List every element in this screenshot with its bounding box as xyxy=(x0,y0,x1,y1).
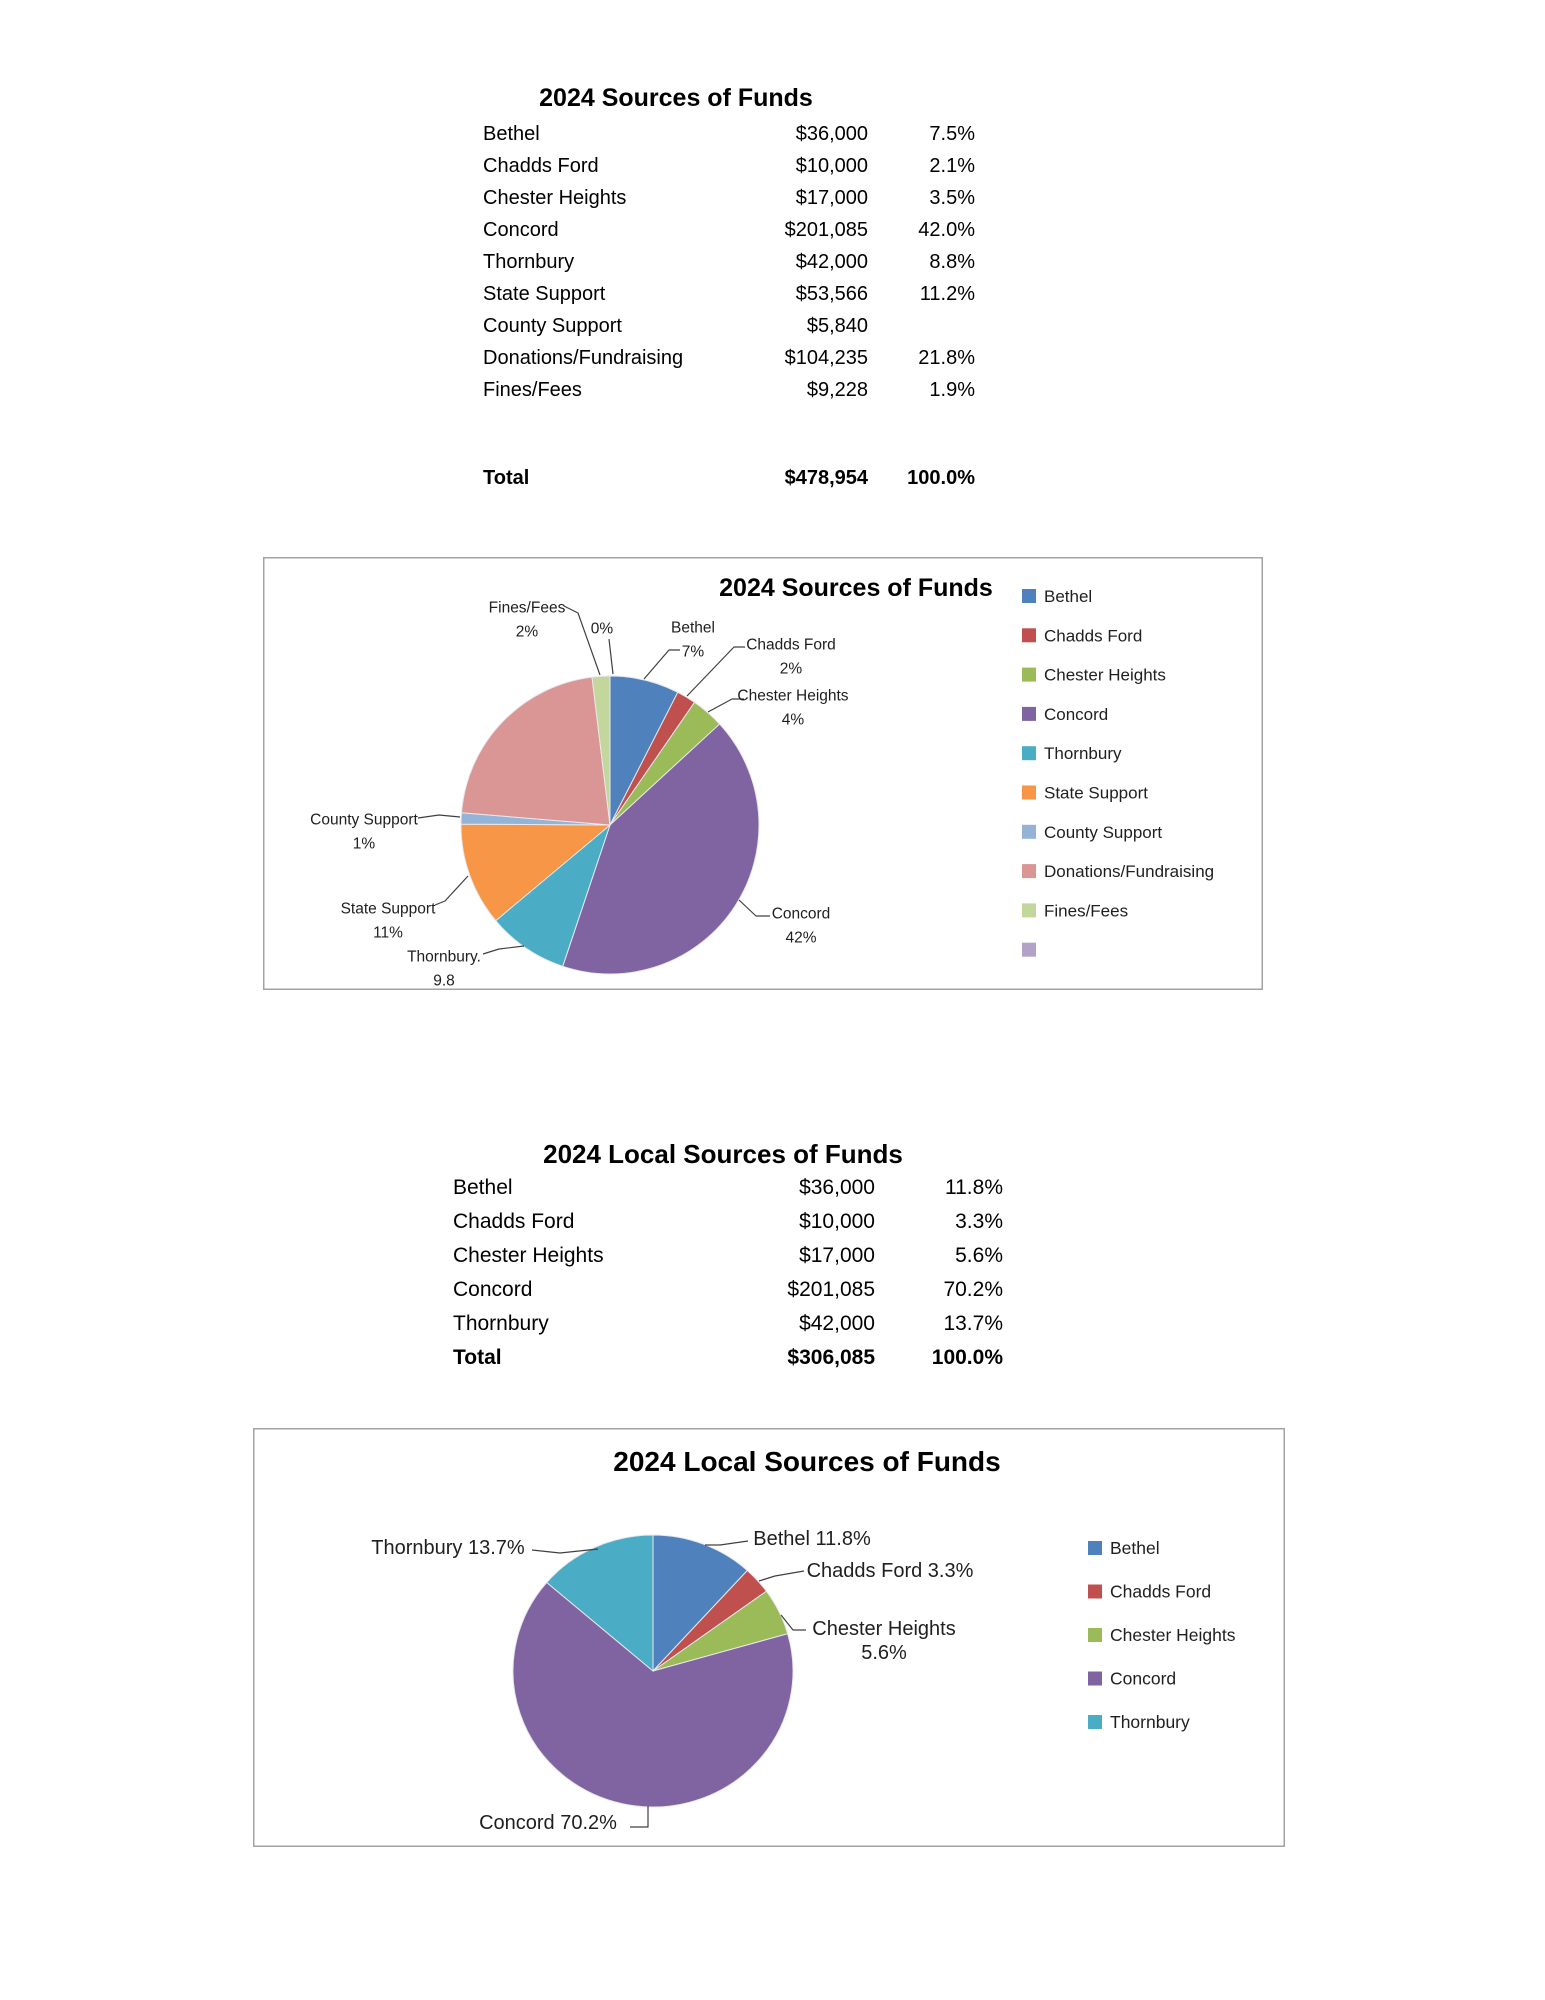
callout-label: 11% xyxy=(373,924,403,942)
row-amount: $306,085 xyxy=(787,1346,875,1369)
table-row xyxy=(483,182,975,214)
row-label: Chester Heights xyxy=(483,186,627,209)
legend-swatch xyxy=(1088,1541,1102,1555)
row-label: Thornbury xyxy=(483,250,575,273)
row-percent: 70.2% xyxy=(943,1278,1003,1301)
callout-label: Concord 70.2% xyxy=(479,1812,617,1834)
row-amount: $36,000 xyxy=(799,1176,875,1199)
row-percent: 11.2% xyxy=(919,282,975,305)
row-amount: $42,000 xyxy=(795,250,868,273)
table-row xyxy=(453,1171,1003,1205)
sources-table xyxy=(483,118,975,406)
table-row xyxy=(453,1273,1003,1307)
legend-label: Chadds Ford xyxy=(1110,1581,1212,1602)
table-row xyxy=(483,374,975,406)
callout-label: 9.8 xyxy=(433,972,455,990)
row-label: Fines/Fees xyxy=(483,378,582,401)
row-amount: $10,000 xyxy=(795,154,868,177)
row-label: Thornbury xyxy=(453,1312,549,1335)
legend-label: Fines/Fees xyxy=(1044,901,1129,921)
legend-swatch xyxy=(1088,1715,1102,1729)
callout-label: Bethel xyxy=(671,619,715,637)
callout-label: Fines/Fees xyxy=(488,599,566,617)
row-label: State Support xyxy=(483,282,606,305)
legend-swatch xyxy=(1022,628,1036,642)
legend-swatch xyxy=(1022,589,1036,603)
callout-label: Thornbury 13.7% xyxy=(371,1537,525,1559)
callout-label: Chester Heights xyxy=(812,1618,956,1640)
legend-swatch xyxy=(1022,943,1036,957)
row-amount: $42,000 xyxy=(799,1312,875,1335)
callout-label: Chadds Ford xyxy=(746,636,836,654)
row-label: Chester Heights xyxy=(453,1244,604,1267)
row-percent: 8.8% xyxy=(929,250,975,273)
callout-label: County Support xyxy=(310,811,418,829)
row-label: Concord xyxy=(483,218,559,241)
legend-label: State Support xyxy=(1044,783,1148,803)
table-row xyxy=(483,342,975,374)
row-amount: $17,000 xyxy=(799,1244,875,1267)
row-amount: $201,085 xyxy=(787,1278,875,1301)
table-row xyxy=(483,310,975,342)
callout-label: 1% xyxy=(352,835,376,853)
legend-swatch xyxy=(1022,864,1036,878)
callout-label: Thornbury. xyxy=(407,948,481,966)
row-percent: 7.5% xyxy=(929,122,975,145)
legend-swatch xyxy=(1022,825,1036,839)
callout-label: 0% xyxy=(590,620,614,638)
legend-swatch xyxy=(1022,903,1036,917)
table-row xyxy=(483,462,975,494)
callout-label: 5.6% xyxy=(861,1642,907,1664)
legend-swatch xyxy=(1088,1672,1102,1686)
legend-label: Chester Heights xyxy=(1044,665,1166,685)
row-label: Bethel xyxy=(453,1176,513,1199)
table-row xyxy=(483,246,975,278)
legend-swatch xyxy=(1022,786,1036,800)
row-amount: $10,000 xyxy=(799,1210,875,1233)
legend-swatch xyxy=(1022,668,1036,682)
row-amount: $17,000 xyxy=(795,186,868,209)
local-sources-table xyxy=(453,1171,1003,1375)
row-percent: 11.8% xyxy=(945,1176,1003,1199)
row-amount: $5,840 xyxy=(806,314,868,337)
legend-swatch xyxy=(1088,1585,1102,1599)
row-amount: $201,085 xyxy=(784,218,868,241)
legend-label: Donations/Fundraising xyxy=(1044,862,1215,882)
total-amount: $478,954 xyxy=(784,466,868,489)
chart-title: 2024 Sources of Funds xyxy=(719,573,993,602)
table-row xyxy=(453,1307,1003,1341)
row-percent: 21.8% xyxy=(918,346,975,369)
legend-swatch xyxy=(1088,1628,1102,1642)
legend-label: Bethel xyxy=(1110,1538,1160,1559)
row-percent: 13.7% xyxy=(943,1312,1003,1335)
table-row xyxy=(483,278,975,310)
legend-swatch xyxy=(1022,707,1036,721)
callout-label: 4% xyxy=(781,711,805,729)
callout-label: Concord xyxy=(771,905,831,923)
callout-label: 42% xyxy=(785,929,817,947)
table-row xyxy=(483,118,975,150)
row-label: Concord xyxy=(453,1278,533,1301)
row-label: Chadds Ford xyxy=(453,1210,575,1233)
legend-label: County Support xyxy=(1044,822,1163,842)
sources-table-total-row xyxy=(483,462,975,494)
callout-label: Chadds Ford 3.3% xyxy=(806,1560,974,1582)
chart-border xyxy=(264,558,1263,990)
callout-label: 7% xyxy=(681,643,705,661)
legend-label: Bethel xyxy=(1044,586,1093,606)
legend-label: Chadds Ford xyxy=(1044,626,1143,646)
row-percent: 3.5% xyxy=(929,186,975,209)
legend-label: Concord xyxy=(1044,704,1109,724)
row-amount: $53,566 xyxy=(795,282,868,305)
legend-swatch xyxy=(1022,746,1036,760)
table-row xyxy=(453,1205,1003,1239)
row-label: Bethel xyxy=(483,122,540,145)
sources-pie-chart xyxy=(263,557,1263,990)
legend-label: Chester Heights xyxy=(1110,1625,1236,1646)
callout-label: 2% xyxy=(779,660,803,678)
row-percent: 42.0% xyxy=(918,218,975,241)
callout-label: Bethel 11.8% xyxy=(753,1528,871,1550)
table-row xyxy=(453,1239,1003,1273)
table-row xyxy=(453,1341,1003,1375)
row-percent: 2.1% xyxy=(929,154,975,177)
table-row xyxy=(483,150,975,182)
chart-title: 2024 Local Sources of Funds xyxy=(613,1445,1001,1477)
callout-label: State Support xyxy=(340,900,436,918)
row-percent: 100.0% xyxy=(931,1346,1003,1369)
row-percent: 1.9% xyxy=(929,378,975,401)
total-percent: 100.0% xyxy=(907,466,975,489)
row-label: Chadds Ford xyxy=(483,154,599,177)
row-label: Donations/Fundraising xyxy=(483,346,684,369)
table-row xyxy=(483,214,975,246)
callout-label: Chester Heights xyxy=(737,687,849,705)
local-sources-table-title: 2024 Local Sources of Funds xyxy=(543,1139,903,1169)
legend-label: Thornbury xyxy=(1044,744,1122,764)
sources-table-title: 2024 Sources of Funds xyxy=(539,84,813,112)
legend-label: Thornbury xyxy=(1110,1712,1190,1733)
legend-label: Concord xyxy=(1110,1668,1177,1689)
row-percent: 5.6% xyxy=(955,1244,1003,1267)
total-label: Total xyxy=(483,466,530,489)
row-amount: $104,235 xyxy=(784,346,868,369)
row-percent: 3.3% xyxy=(955,1210,1003,1233)
callout-label: 2% xyxy=(515,623,539,641)
row-amount: $36,000 xyxy=(795,122,868,145)
row-label: Total xyxy=(453,1346,502,1369)
row-label: County Support xyxy=(483,314,622,337)
local-sources-pie-chart xyxy=(253,1428,1285,1847)
row-amount: $9,228 xyxy=(806,378,868,401)
